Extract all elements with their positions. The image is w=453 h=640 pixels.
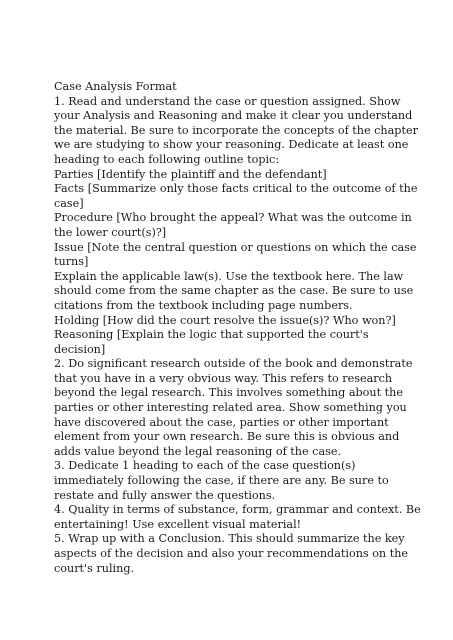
- text-line: entertaining! Use excellent visual material!: [54, 517, 302, 531]
- text-line: Reasoning [Explain the logic that supported the court's: [54, 328, 369, 342]
- text-line: adds value beyond the legal reasoning of the case.: [54, 444, 342, 458]
- text-line: 4. Quality in terms of substance, form, grammar and context. Be: [54, 503, 421, 517]
- text-line: aspects of the decision and also your recommendations on the: [54, 547, 409, 560]
- text-line: Issue [Note the central question or questions on which the case: [54, 240, 417, 254]
- text-line: 3. Dedicate 1 heading to each of the case question(s): [54, 459, 356, 473]
- text-line: Facts [Summarize only those facts critical to the outcome of the: [54, 182, 418, 196]
- text-line: we are studying to show your reasoning. Dedicate at least one: [54, 138, 409, 152]
- text-line: heading to each following outline topic:: [54, 152, 280, 166]
- text-line: should come from the same chapter as the case. Be sure to use: [54, 284, 414, 298]
- text-line: 1. Read and understand the case or question assigned. Show: [54, 94, 401, 108]
- text-line: Holding [How did the court resolve the issue(s)? Who won?]: [54, 313, 396, 327]
- text-line: the material. Be sure to incorporate the concepts of the chapter: [54, 123, 418, 137]
- text-line: Explain the applicable law(s). Use the textbook here. The law: [54, 269, 404, 283]
- text-line: case]: [54, 196, 84, 210]
- text-line: the lower court(s)?]: [54, 225, 167, 239]
- text-line: 5. Wrap up with a Conclusion. This should summarize the key: [54, 532, 405, 546]
- text-line: have discovered about the case, parties or other important: [54, 415, 389, 429]
- text-line: restate and fully answer the questions.: [54, 488, 276, 502]
- text-line: element from your own research. Be sure this is obvious and: [54, 430, 400, 444]
- text-line: parties or other interesting related area. Show something you: [54, 401, 407, 415]
- text-line: Procedure [Who brought the appeal? What was the outcome in: [54, 211, 412, 225]
- text-line: beyond the legal research. This involves something about the: [54, 386, 403, 400]
- text-line: decision]: [54, 342, 106, 356]
- text-line: turns]: [54, 255, 89, 269]
- text-line: court's ruling.: [54, 561, 135, 575]
- document-page: [54, 80, 421, 576]
- text-line: immediately following the case, if there are any. Be sure to: [54, 474, 389, 488]
- text-line: that you have in a very obvious way. This refers to research: [54, 371, 393, 385]
- text-line: your Analysis and Reasoning and make it clear you understand: [54, 109, 413, 123]
- text-line: 2. Do significant research outside of the book and demonstrate: [54, 357, 413, 371]
- text-line: Parties [Identify the plaintiff and the defendant]: [54, 167, 327, 181]
- text-line: citations from the textbook including page numbers.: [54, 298, 353, 312]
- document-title: Case Analysis Format: [54, 80, 177, 93]
